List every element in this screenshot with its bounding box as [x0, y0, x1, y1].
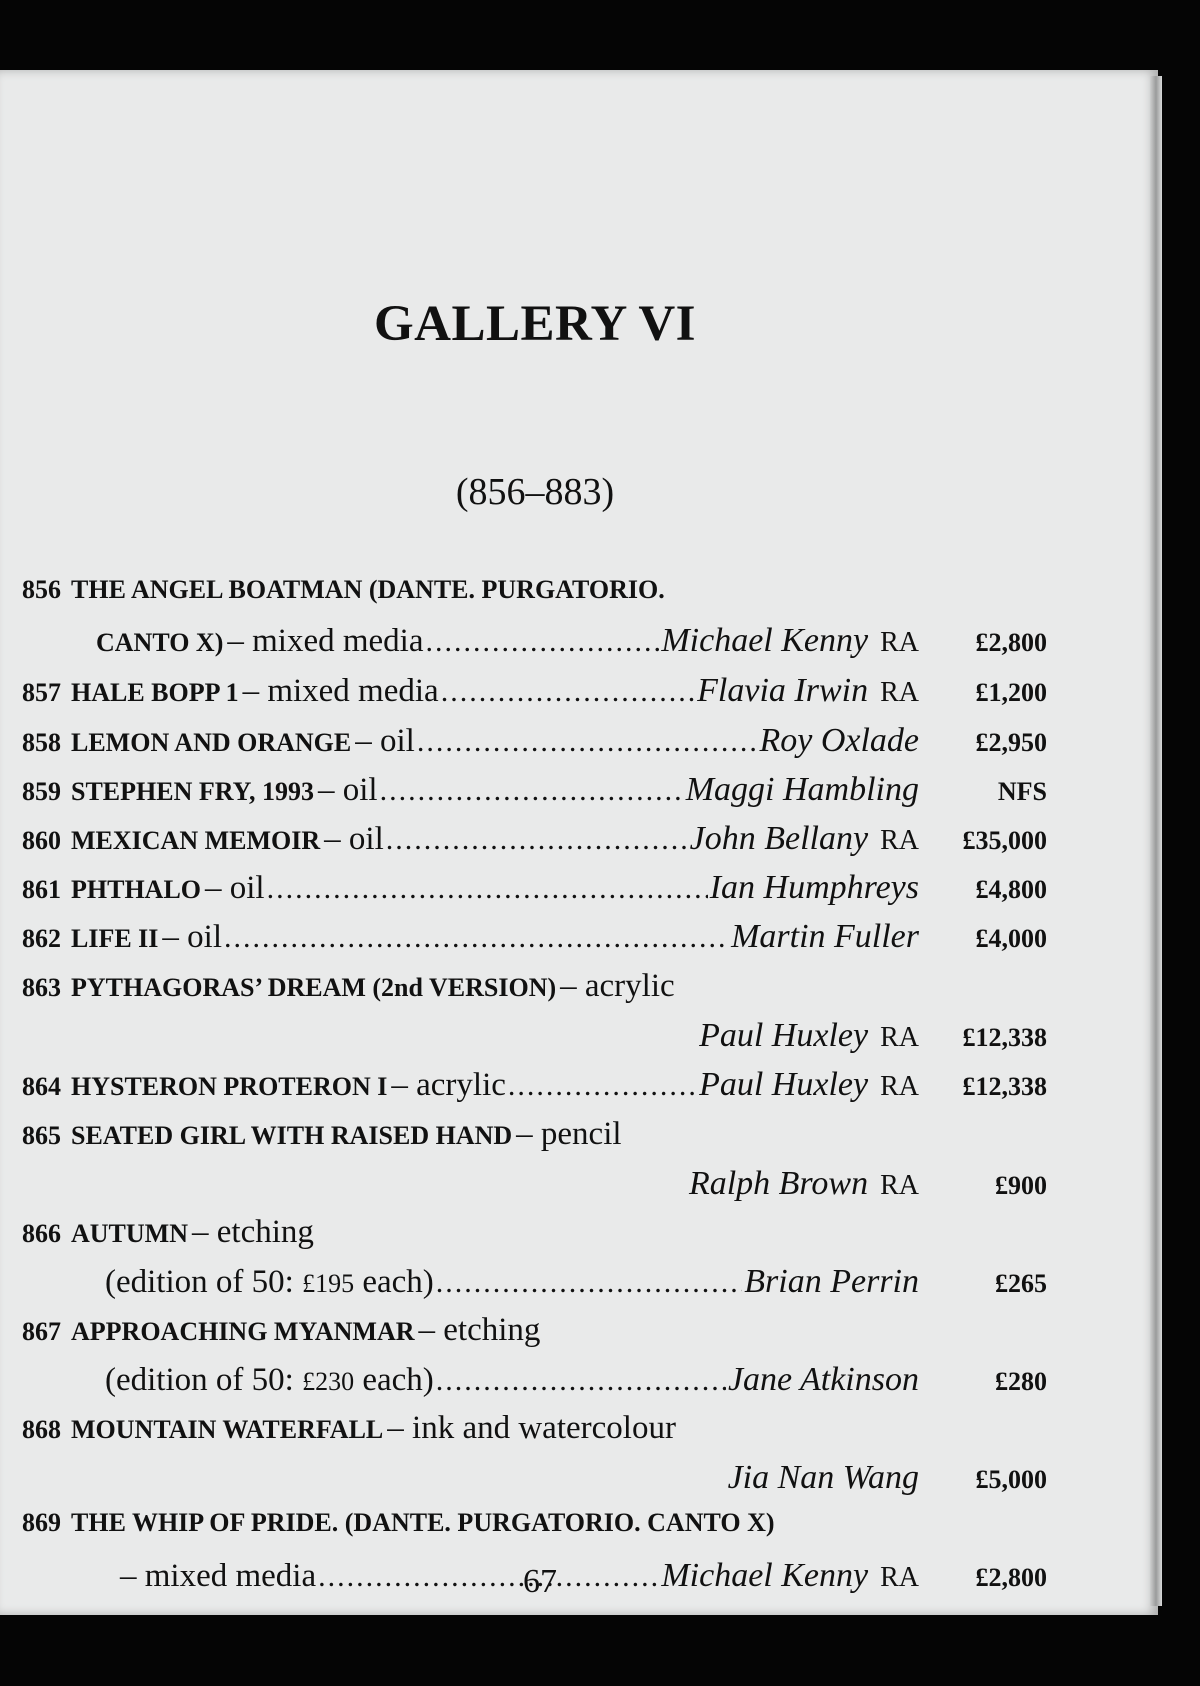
entry-price: £2,950 — [975, 728, 1047, 757]
entry-medium: – pencil — [516, 1116, 622, 1152]
leader-dots — [386, 823, 688, 857]
edition-close: each) — [354, 1362, 434, 1398]
entry-number: 867 — [22, 1317, 61, 1346]
entry-number: 868 — [22, 1415, 61, 1444]
entry-price: £4,000 — [975, 924, 1047, 953]
entry-ra: RA — [880, 1022, 919, 1053]
entry-price: £4,800 — [975, 875, 1047, 904]
entry-ra: RA — [880, 627, 919, 658]
entry-title: MEXICAN MEMOIR — [71, 826, 321, 855]
entry-title: LIFE II — [71, 924, 159, 953]
entry-price: £12,338 — [962, 1023, 1047, 1052]
catalogue-number-range: (856–883) — [455, 471, 615, 513]
entry-title: APPROACHING MYANMAR — [71, 1317, 415, 1346]
entry-number: 858 — [22, 728, 61, 757]
entry-title: LEMON AND ORANGE — [71, 728, 352, 757]
entry-artist: Paul Huxley — [699, 1066, 869, 1103]
entry-title: PHTHALO — [71, 875, 202, 904]
entry-867-line2 — [105, 1361, 1047, 1405]
edition-price: £195 — [302, 1269, 355, 1298]
page-number: 67 — [523, 1563, 557, 1600]
entry-866-line2 — [105, 1263, 1047, 1307]
entry-ra: RA — [880, 825, 919, 856]
entry-864 — [22, 1066, 1047, 1110]
entry-price: £265 — [995, 1269, 1047, 1298]
entry-number: 856 — [22, 575, 61, 604]
entry-number: 857 — [22, 678, 61, 707]
entry-868-line1 — [22, 1410, 1047, 1454]
entry-artist: Jia Nan Wang — [727, 1459, 919, 1496]
entry-number: 861 — [22, 875, 61, 904]
entry-artist: Brian Perrin — [744, 1263, 919, 1300]
entry-medium: – ink and watercolour — [387, 1410, 676, 1446]
entry-price: £900 — [995, 1171, 1047, 1200]
entry-medium: – mixed media — [120, 1558, 317, 1594]
leader-dots — [417, 725, 758, 759]
entry-title: MOUNTAIN WATERFALL — [71, 1415, 384, 1444]
entry-artist: Ralph Brown — [688, 1165, 869, 1202]
entry-medium: – mixed media — [242, 673, 439, 709]
entry-title: THE WHIP OF PRIDE. (DANTE. PURGATORIO. CANTO X) — [71, 1508, 775, 1537]
entry-medium: – acrylic — [560, 968, 675, 1004]
entry-title: STEPHEN FRY, 1993 — [71, 777, 315, 806]
entry-number: 864 — [22, 1072, 61, 1101]
entry-title: HYSTERON PROTERON I — [71, 1072, 388, 1101]
entry-861 — [22, 869, 1047, 913]
entry-860 — [22, 820, 1047, 864]
catalogue-page — [0, 70, 1158, 1615]
entry-artist: Martin Fuller — [731, 918, 919, 955]
entry-price: £1,200 — [975, 678, 1047, 707]
entry-ra: RA — [880, 1562, 919, 1593]
entry-artist: Paul Huxley — [699, 1017, 869, 1054]
entry-price: £35,000 — [962, 826, 1047, 855]
entry-ra: RA — [880, 1170, 919, 1201]
entry-title: THE ANGEL BOATMAN (DANTE. PURGATORIO. — [71, 575, 665, 604]
entry-price: £2,800 — [975, 628, 1047, 657]
edition-close: each) — [354, 1264, 434, 1300]
entry-price: £2,800 — [975, 1563, 1047, 1592]
entry-medium: – etching — [418, 1312, 541, 1348]
entry-artist: Roy Oxlade — [759, 722, 919, 759]
entry-artist: Ian Humphreys — [709, 869, 919, 906]
leader-dots — [436, 1364, 726, 1398]
entry-number: 862 — [22, 924, 61, 953]
leader-dots — [425, 625, 659, 659]
entry-medium: – etching — [192, 1214, 314, 1250]
gallery-heading: GALLERY VI — [373, 296, 697, 352]
entry-artist: Maggi Hambling — [685, 771, 919, 808]
entry-artist: Flavia Irwin — [697, 672, 869, 709]
leader-dots — [441, 675, 695, 709]
edition-open: (edition of 50: — [105, 1362, 303, 1398]
entry-medium: – mixed media — [227, 623, 424, 659]
leader-dots — [380, 774, 684, 808]
entry-862 — [22, 918, 1047, 962]
entry-868-line2 — [22, 1459, 1047, 1503]
entry-859 — [22, 771, 1047, 815]
edition-price: £230 — [302, 1367, 355, 1396]
entry-856-line2 — [96, 622, 1047, 666]
entry-medium: – oil — [355, 723, 415, 759]
entry-price: NFS — [997, 777, 1047, 806]
entry-medium: – oil — [318, 772, 378, 808]
entry-number: 866 — [22, 1219, 61, 1248]
leader-dots — [267, 872, 708, 906]
leader-dots — [224, 921, 729, 955]
entry-number: 859 — [22, 777, 61, 806]
entry-number: 865 — [22, 1121, 61, 1150]
entry-867-line1 — [22, 1312, 1047, 1356]
entry-artist: John Bellany — [689, 820, 869, 857]
entry-863-line2 — [22, 1017, 1047, 1061]
entry-title: SEATED GIRL WITH RAISED HAND — [71, 1121, 513, 1150]
entry-number: 860 — [22, 826, 61, 855]
entry-title: PYTHAGORAS’ DREAM (2nd VERSION) — [71, 973, 557, 1002]
entry-medium: – acrylic — [391, 1067, 506, 1103]
entry-medium: – oil — [324, 821, 384, 857]
entry-857 — [22, 672, 1047, 716]
page-edge — [1150, 76, 1162, 1606]
entry-artist: Michael Kenny — [661, 1557, 869, 1594]
entry-price: £12,338 — [962, 1072, 1047, 1101]
entry-number: 869 — [22, 1508, 61, 1537]
leader-dots — [436, 1266, 743, 1300]
entry-858 — [22, 722, 1047, 766]
leader-dots — [508, 1069, 697, 1103]
entry-title-continued: CANTO X) — [96, 628, 224, 657]
entry-medium: – oil — [205, 870, 265, 906]
entry-865-line2 — [22, 1165, 1047, 1209]
entry-865-line1 — [22, 1116, 1047, 1160]
entry-866-line1 — [22, 1214, 1047, 1258]
entry-artist: Jane Atkinson — [727, 1361, 919, 1398]
entry-title: AUTUMN — [71, 1219, 188, 1248]
entry-price: £5,000 — [975, 1465, 1047, 1494]
entry-artist: Michael Kenny — [661, 622, 869, 659]
entry-ra: RA — [880, 1071, 919, 1102]
entry-856-line1 — [22, 575, 1047, 619]
entry-869-line1 — [22, 1508, 1047, 1552]
edition-open: (edition of 50: — [105, 1264, 303, 1300]
entry-title: HALE BOPP 1 — [71, 678, 239, 707]
entry-863-line1 — [22, 968, 1047, 1012]
entry-ra: RA — [880, 677, 919, 708]
entry-medium: – oil — [162, 919, 223, 955]
entry-number: 863 — [22, 973, 61, 1002]
entry-price: £280 — [995, 1367, 1047, 1396]
